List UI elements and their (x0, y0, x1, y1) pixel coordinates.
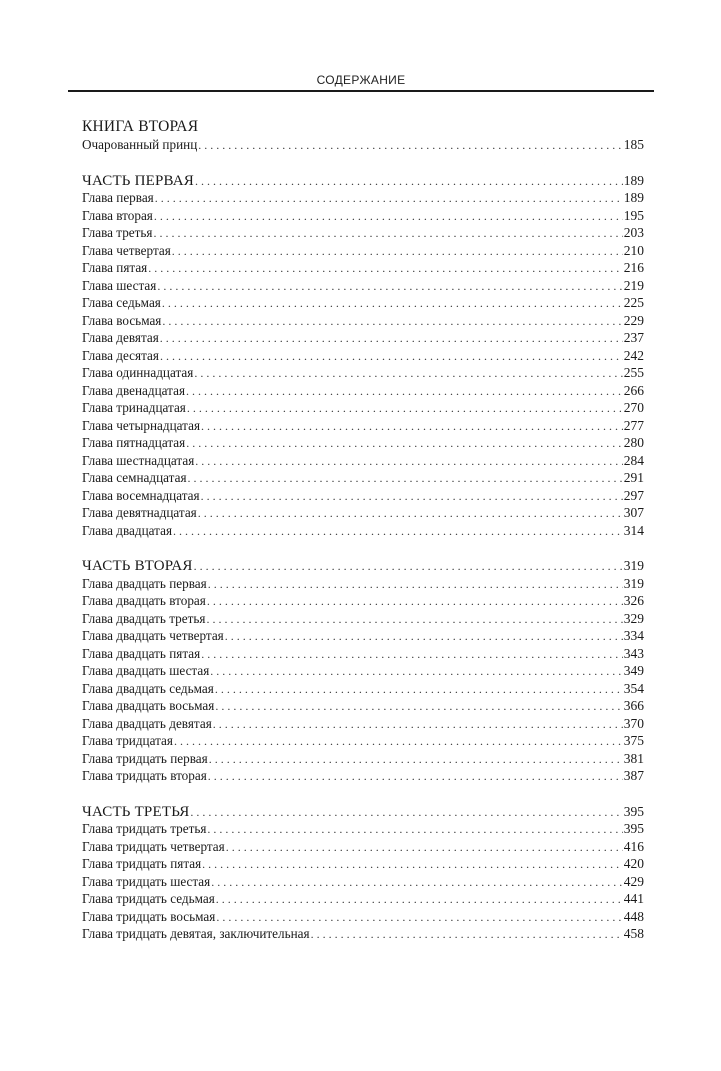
toc-entry-label: Глава одиннадцатая (82, 365, 194, 380)
toc-chapter-entry[interactable] (82, 469, 644, 487)
dot-leader (226, 839, 623, 857)
toc-entry-page: 291 (623, 470, 644, 485)
dot-leader (201, 488, 623, 506)
dot-leader (198, 137, 622, 155)
toc-chapter-entry[interactable] (82, 487, 644, 505)
toc-entry-label: Глава семнадцатая (82, 470, 187, 485)
toc-chapter-entry[interactable] (82, 522, 644, 540)
toc-entry-label: Глава тридцать седьмая (82, 891, 215, 906)
dot-leader (207, 593, 623, 611)
toc-chapter-entry[interactable] (82, 838, 644, 856)
toc-entry-page: 326 (623, 593, 644, 608)
toc-chapter-entry[interactable] (82, 697, 644, 715)
toc-chapter-entry[interactable] (82, 417, 644, 435)
toc-chapter-entry[interactable] (82, 382, 644, 400)
toc-entry-page: 280 (623, 435, 644, 450)
dot-leader (154, 208, 623, 226)
toc-chapter-entry[interactable] (82, 732, 644, 750)
toc-entry-label: Глава двадцать девятая (82, 715, 212, 731)
dot-leader (188, 470, 623, 488)
toc-entry-label: Глава первая (82, 190, 154, 205)
toc-chapter-entry[interactable] (82, 855, 644, 873)
toc-entry-page: 314 (623, 522, 644, 538)
toc-entry-label: Глава пятая (82, 260, 148, 275)
toc-entry-label: Глава пятнадцатая (82, 435, 186, 450)
toc-chapter-entry[interactable] (82, 434, 644, 452)
toc-entry-page: 229 (623, 312, 644, 328)
toc-entry-page: 387 (623, 768, 644, 783)
dot-leader (311, 926, 623, 944)
toc-entry-label: Глава тридцать пятая (82, 856, 202, 871)
dot-leader (194, 365, 622, 383)
toc-entry-page: 366 (623, 698, 644, 713)
toc-entry-intro[interactable] (82, 136, 644, 154)
book-heading: КНИГА ВТОРАЯ (82, 118, 199, 135)
dot-leader (195, 453, 622, 471)
toc-entry-page: 319 (623, 558, 644, 573)
dot-leader (201, 418, 623, 436)
toc-entry-page: 270 (623, 400, 644, 415)
toc-parts (82, 154, 644, 943)
toc-entry-label: Глава девятая (82, 330, 159, 345)
toc-entry-page: 284 (623, 452, 644, 468)
toc-entry-label: Глава шестнадцатая (82, 452, 195, 468)
toc-entry-label: Глава вторая (82, 207, 153, 223)
running-header-title: СОДЕРЖАНИЕ (316, 73, 406, 87)
dot-leader (215, 698, 622, 716)
toc-chapter-entry[interactable] (82, 592, 644, 610)
dot-leader (225, 628, 623, 646)
toc-entry-page: 343 (623, 645, 644, 661)
toc-chapter-entry[interactable] (82, 504, 644, 522)
dot-leader (213, 716, 623, 734)
toc-entry-label: Глава седьмая (82, 295, 161, 310)
toc-entry-label: Глава девятнадцатая (82, 505, 197, 520)
toc-entry-page: 420 (623, 856, 644, 871)
toc-entry-label: Глава тринадцатая (82, 400, 186, 415)
toc-chapter-entry[interactable] (82, 347, 644, 365)
toc-entry-page: 242 (623, 347, 644, 363)
toc-part-heading[interactable] (82, 172, 644, 190)
dot-leader (148, 260, 623, 278)
toc-chapter-entry[interactable] (82, 715, 644, 733)
toc-chapter-entry[interactable] (82, 645, 644, 663)
toc-entry-label: Глава тридцать восьмая (82, 908, 216, 924)
section-gap (82, 539, 644, 557)
toc-entry-label: Глава двадцать четвертая (82, 628, 224, 643)
toc-entry-page: 354 (623, 680, 644, 696)
dot-leader (211, 874, 623, 892)
toc-chapter-entry[interactable] (82, 259, 644, 277)
toc-entry-page: 441 (623, 891, 644, 906)
toc-entry-page: 319 (623, 575, 644, 591)
toc-entry-label: Глава тридцать третья (82, 821, 207, 836)
dot-leader (216, 891, 623, 909)
toc-chapter-entry[interactable] (82, 680, 644, 698)
dot-leader (209, 751, 623, 769)
toc-entry-page: 416 (623, 838, 644, 854)
dot-leader (190, 804, 622, 822)
toc-chapter-entry[interactable] (82, 873, 644, 891)
toc-entry-label: Глава десятая (82, 347, 159, 363)
toc-entry-label: ЧАСТЬ ВТОРАЯ (82, 558, 193, 574)
toc-chapter-entry[interactable] (82, 662, 644, 680)
toc-entry-page: 189 (623, 172, 644, 188)
toc-entry-page: 195 (623, 207, 644, 223)
toc-chapter-entry[interactable] (82, 627, 644, 645)
dot-leader (173, 523, 623, 541)
toc-chapter-entry[interactable] (82, 820, 644, 838)
toc-entry-label: Глава тридцать шестая (82, 873, 211, 889)
toc-entry-label: ЧАСТЬ ТРЕТЬЯ (82, 803, 190, 820)
toc-chapter-entry[interactable] (82, 925, 644, 943)
toc-chapter-entry[interactable] (82, 329, 644, 347)
toc-entry-page: 225 (623, 295, 644, 310)
toc-entry-page: 429 (623, 873, 644, 889)
toc-chapter-entry[interactable] (82, 207, 644, 225)
dot-leader (157, 278, 622, 296)
toc-entry-label: Глава двадцать третья (82, 610, 206, 626)
dot-leader (160, 330, 623, 348)
dot-leader (153, 225, 622, 243)
toc-entry-page: 277 (623, 417, 644, 433)
dot-leader (187, 400, 623, 418)
toc-entry-page: 219 (623, 277, 644, 293)
toc-entry-label: Глава тридцать вторая (82, 768, 207, 783)
toc-entry-label: Глава третья (82, 225, 153, 240)
toc-entry-page: 297 (623, 487, 644, 503)
dot-leader (210, 663, 622, 681)
toc-chapter-entry[interactable] (82, 294, 644, 312)
toc-entry-page: 395 (623, 803, 644, 819)
toc-entry-page: 448 (623, 908, 644, 924)
toc-entry-label: Глава двадцатая (82, 522, 173, 538)
toc-chapter-entry[interactable] (82, 224, 644, 242)
toc-entry-page: 216 (623, 260, 644, 275)
toc-entry-page: 329 (623, 610, 644, 626)
toc-entry-page: 189 (623, 190, 644, 205)
toc-entry-page: 185 (623, 137, 644, 152)
toc-chapter-entry[interactable] (82, 277, 644, 295)
toc-entry-label: Глава двадцать восьмая (82, 698, 215, 713)
toc-entry-label: ЧАСТЬ ПЕРВАЯ (82, 172, 194, 189)
toc-entry-label: Глава двадцать седьмая (82, 680, 214, 696)
toc-chapter-entry[interactable] (82, 242, 644, 260)
toc-entry-label: Глава восьмая (82, 312, 162, 328)
dot-leader (216, 909, 622, 927)
toc-chapter-entry[interactable] (82, 364, 644, 382)
toc-entry-page: 266 (623, 382, 644, 398)
toc-part-heading[interactable] (82, 803, 644, 821)
toc-chapter-entry[interactable] (82, 575, 644, 593)
toc-part-heading[interactable] (82, 557, 644, 575)
toc-entry-page: 458 (623, 926, 644, 941)
toc-entry-page: 334 (623, 628, 644, 643)
toc-entry-label: Глава тридцать первая (82, 750, 208, 766)
toc-entry-page: 370 (623, 715, 644, 731)
section-gap (82, 785, 644, 803)
dot-leader (208, 576, 623, 594)
toc-entry-page: 381 (623, 750, 644, 766)
dot-leader (206, 611, 622, 629)
toc-entry-label: Глава четвертая (82, 242, 171, 258)
toc-entry-label: Глава тридцать девятая, заключительная (82, 926, 310, 941)
toc-entry-page: 307 (623, 505, 644, 520)
toc-entry-page: 349 (623, 663, 644, 678)
header-rule (68, 90, 654, 92)
dot-leader (202, 856, 623, 874)
toc-entry-label: Очарованный принц (82, 137, 198, 152)
dot-leader (201, 646, 623, 664)
dot-leader (160, 348, 623, 366)
dot-leader (194, 558, 623, 576)
toc-chapter-entry[interactable] (82, 399, 644, 417)
toc-chapter-entry[interactable] (82, 189, 644, 207)
dot-leader (174, 733, 623, 751)
toc-entry-label: Глава двадцать пятая (82, 645, 201, 661)
toc-entry-page: 375 (623, 733, 644, 748)
toc-entry-page: 203 (623, 225, 644, 240)
toc-chapter-entry[interactable] (82, 890, 644, 908)
toc-entry-label: Глава двенадцатая (82, 382, 186, 398)
dot-leader (155, 190, 623, 208)
dot-leader (215, 681, 623, 699)
toc-entry-label: Глава двадцать вторая (82, 593, 206, 608)
dot-leader (195, 173, 623, 191)
dot-leader (162, 295, 623, 313)
toc-entry-page: 395 (623, 821, 644, 836)
dot-leader (172, 243, 623, 261)
toc-chapter-entry[interactable] (82, 452, 644, 470)
toc-entry-page: 255 (623, 365, 644, 380)
toc-entry-label: Глава четырнадцатая (82, 417, 201, 433)
dot-leader (208, 768, 623, 786)
toc-entry-page: 237 (623, 330, 644, 345)
toc-chapter-entry[interactable] (82, 767, 644, 785)
toc-entry-label: Глава шестая (82, 277, 157, 293)
dot-leader (186, 383, 623, 401)
dot-leader (162, 313, 622, 331)
toc-entry-label: Глава восемнадцатая (82, 487, 200, 503)
toc-entry-label: Глава двадцать первая (82, 575, 207, 591)
table-of-contents (82, 118, 644, 943)
toc-chapter-entry[interactable] (82, 312, 644, 330)
toc-entry-label: Глава двадцать шестая (82, 663, 210, 678)
toc-entry-label: Глава тридцать четвертая (82, 838, 225, 854)
dot-leader (186, 435, 623, 453)
toc-entry-page: 210 (623, 242, 644, 258)
toc-chapter-entry[interactable] (82, 908, 644, 926)
toc-entry-label: Глава тридцатая (82, 733, 173, 748)
dot-leader (198, 505, 623, 523)
toc-chapter-entry[interactable] (82, 750, 644, 768)
section-gap (82, 154, 644, 172)
toc-chapter-entry[interactable] (82, 610, 644, 628)
dot-leader (207, 821, 622, 839)
